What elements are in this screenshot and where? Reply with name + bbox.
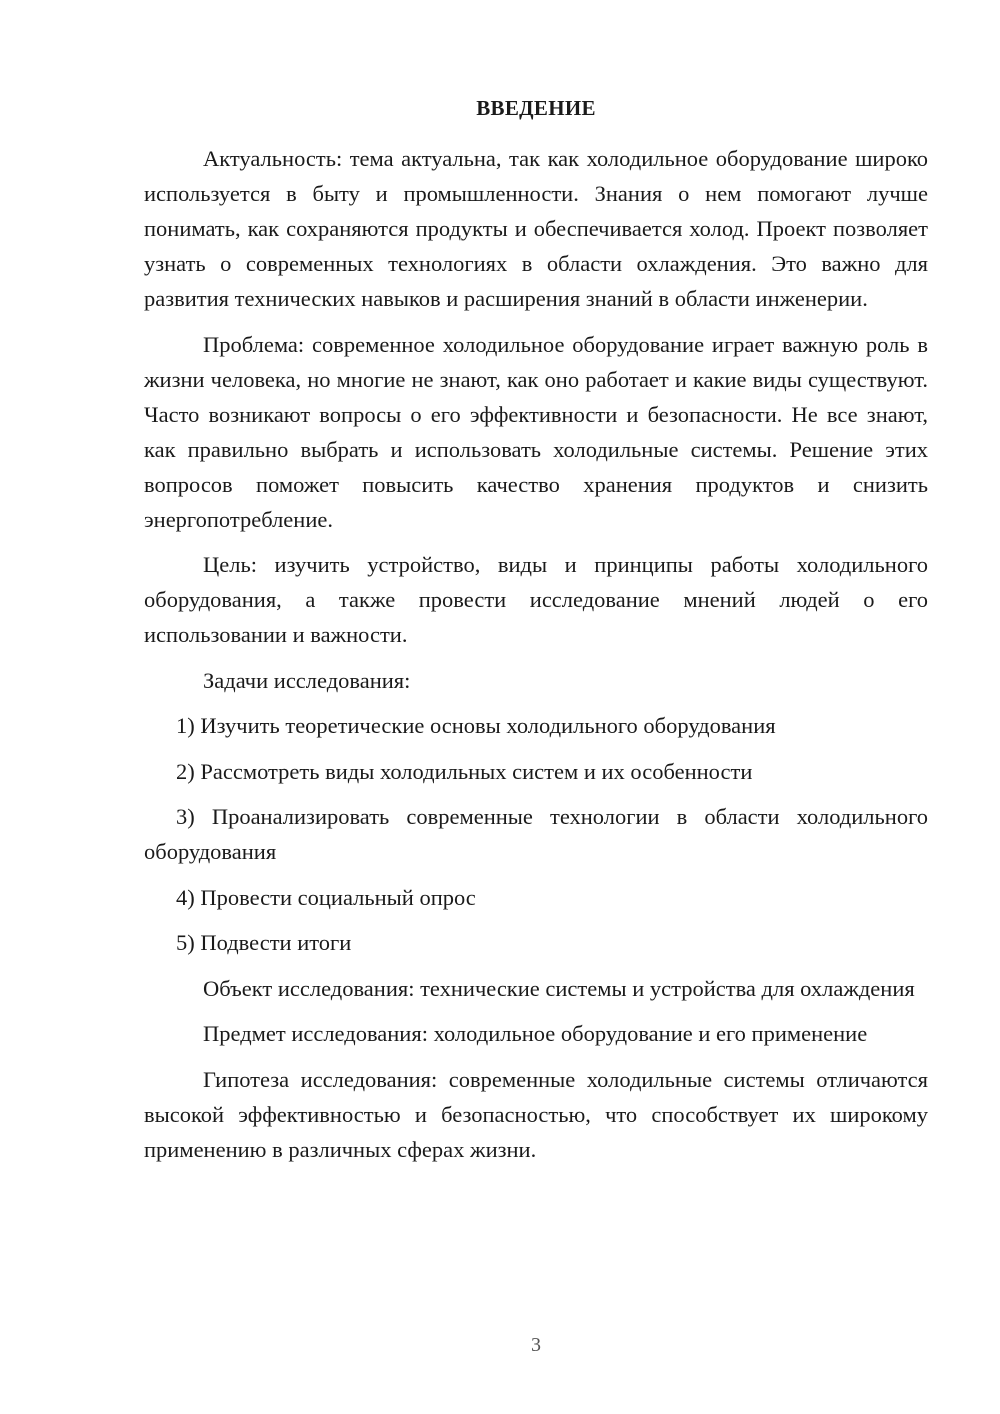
paragraph-object: Объект исследования: технические системы и устройства для охлаждения	[203, 975, 915, 1001]
paragraph-subject: Предмет исследования: холодильное оборудование и его применение	[203, 1021, 868, 1046]
task-item-1: 1) Изучить теоретические основы холодильного оборудования	[176, 713, 776, 738]
body-text	[144, 141, 928, 1177]
task-item-4: 4) Провести социальный опрос	[176, 884, 476, 910]
paragraph-relevance: Актуальность: тема актуальна, так как холодильное оборудование широко используется в быту и промышленности. Знания о нем помогают лучше понимать, как сохраняются продукты и обеспечивается холод. Проект позволяет узнать о современных технологиях в области охлаждения. Это важно для развития технических навыков и расширения знаний в области инженерии.	[144, 146, 928, 311]
tasks-title: Задачи исследования:	[203, 667, 411, 693]
page-number: 3	[531, 1334, 541, 1356]
section-heading: ВВЕДЕНИЕ	[476, 96, 596, 120]
task-item-3: 3) Проанализировать современные технологии в области холодильного оборудования	[144, 804, 928, 864]
paragraph-problem: Проблема: современное холодильное оборудование играет важную роль в жизни человека, но многие не знают, как оно работает и какие виды существуют. Часто возникают вопросы о его эффективности и безопасности. Не все знают, как правильно выбрать и использовать холодильные системы. Решение этих вопросов поможет повысить качество хранения продуктов и снизить энергопотребление.	[144, 331, 928, 532]
paragraph-goal: Цель: изучить устройство, виды и принципы работы холодильного оборудования, а также провести исследование мнений людей о его использовании и важности.	[144, 552, 928, 647]
task-item-2: 2) Рассмотреть виды холодильных систем и их особенности	[176, 758, 753, 784]
paragraph-hypothesis: Гипотеза исследования: современные холодильные системы отличаются высокой эффективностью и безопасностью, что способствует их широкому применению в различных сферах жизни.	[144, 1066, 928, 1162]
task-item-5: 5) Подвести итоги	[176, 930, 352, 955]
